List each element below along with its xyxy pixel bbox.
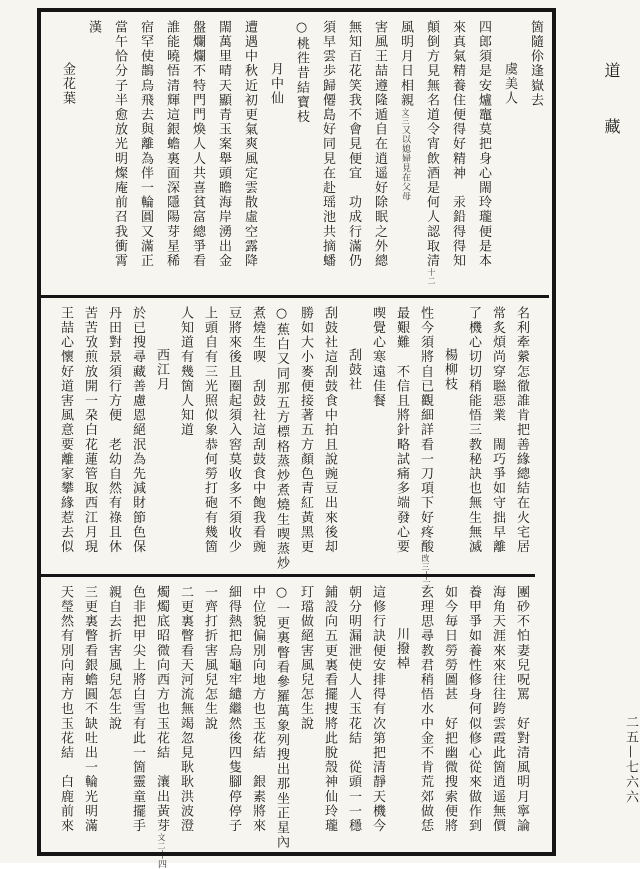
text-column: ○桃徃昔結寶枝 [294, 20, 309, 125]
text-column: 了機心切切稍能悟三教秘訣也無生無滅 [466, 306, 481, 555]
folio-note: 十四 [156, 850, 166, 869]
text-column: 色非把甲尖上將白雪有此一箇靈童擺手 [130, 585, 145, 834]
text-column: 中位貌偏別向地方也玉花結 銀素將來 [250, 585, 265, 834]
text-frame [37, 8, 556, 869]
text-column: 上頭自有三光照似象恭何勞打砲有幾箇 [202, 306, 217, 555]
text-column: 性今須將自已觀細詳看一刀項下好疼酸攺三十三 [418, 306, 433, 591]
text-column: 四郎須是安爐竈莫把身心閙玲瓏便是本 [476, 20, 491, 269]
folio-note: 十三 [420, 571, 430, 591]
text-column: 玎璫做絕害風兒怎生說 [298, 585, 313, 731]
collation-note: 攺三 [421, 554, 430, 572]
text-column: 宿罕使鵲烏飛去與離為伴一輪圓又滿正 [138, 20, 153, 269]
text-column: 來真氣精養住便得好精神 汞鉛得得知 [450, 20, 465, 269]
text-column: 苦苦攷煎放開一朶白花蓮管取西江月現 [82, 306, 97, 555]
text-column: 細得熱把烏龜牢繾繼然後四隻腳停停子 [226, 585, 241, 834]
text-column: 這修行訣便安排得有次第把清靜天機今 [370, 585, 385, 834]
text-column: 誰能曉悟清輝這銀蟾裏面深隱陽芽星稀 [164, 20, 179, 269]
tune-title-xi-jiang-yue: 西江月 [154, 348, 169, 392]
text-column: ○蕉白又同那五方標格蒸炒煮燒生喫蒸炒 [274, 306, 289, 571]
margin-label-zang: 藏 [602, 118, 621, 136]
text-column: 遭遇中秋近初更氣爽風定雲散虛空露降 [242, 20, 257, 269]
text-column: 無知百花笑我不會見便宜 功成行滿仍 [346, 20, 361, 269]
text-column: 豆將來後且圈起須入窖莫收多不須收少 [226, 306, 241, 555]
text-column: 風明月日相親文三又以媳婦見在父母 [398, 20, 413, 201]
tune-title-jin-hua-ye: 金花葉 [60, 62, 75, 106]
text-column: 丹田對景須行方便 老幼自然有祿且休 [106, 306, 121, 555]
text-column: 天瑩然有別向南方也玉花結 白鹿前來 [58, 585, 73, 834]
tune-title-yu-mei-ren: 虞美人 [502, 62, 517, 106]
text-column: 煮燒生喫 刮鼓社這刮鼓食中飽我看豌 [250, 306, 265, 555]
register-bottom [41, 577, 535, 869]
text-column: 海角天涯來來往往跨雲霞此箇逍遥無價 [490, 585, 505, 834]
text-column: 當午恰分子半愈放光明燦庵前召我衝霄 [112, 20, 127, 269]
text-column: 閙萬里晴天顯青玉案舉頭瞻海岸湧出金 [216, 20, 231, 269]
page-number: 二五—七六六 [623, 715, 638, 805]
text-column: 燭燭底昭微向西方也玉花結 瀼出黃芽文二十四 [154, 585, 169, 869]
text-column: 王喆心懷好道害風意要離家攀緣惹去似 [58, 306, 73, 555]
text-column: 三更裏瞥看銀蟾圓不缺吐出一輪光明滿 [82, 585, 97, 834]
text-column: 刮鼓社這刮鼓食中拍且說豌豆出來後却 [322, 306, 337, 555]
collation-note: 文二 [157, 833, 166, 851]
text-column: 二更裏瞥看天河流無竭忽見耿耿洪波澄 [178, 585, 193, 834]
text-column: 朝分明漏泄使人人玉花結 從頭一一穩 [346, 585, 361, 834]
text-column: 玄理思尋教君稍悟水中金不肯荒郊做恁 [418, 585, 433, 834]
text-column: 最艱難 不信且將針略試痛多端發心要 [394, 306, 409, 555]
text-column: 一齊打折害風兒怎生說 [202, 585, 217, 731]
text-column: 害風王喆遵隆遁自在逍遥好除眠之外總 [372, 20, 387, 269]
text-column: 顛倒方見無名道令宵飲酒是何人認取清十二 [424, 20, 439, 286]
text-column: 團砂不怕妻兒呪罵 好對清風明月寧論 [514, 585, 529, 834]
text-column: ○一更裏瞥看參羅萬象列搜出那坐正星內 [274, 585, 289, 850]
text-column: 養甲爭如養性修身何似修心從來做作到 [466, 585, 481, 834]
folio-note: 十二 [427, 268, 436, 286]
text-column: 名利牽縈怎徹誰肯把善緣總結在火宅居 [514, 306, 529, 555]
text-column: 盤爛爛不特門門煥人人共喜貧富總爭看 [190, 20, 205, 269]
text-column: 人知道有幾箇人知道 [178, 306, 193, 438]
collation-note: 文三 [401, 107, 410, 125]
interlinear-note: 又以媳婦見在父母 [400, 124, 410, 201]
text-column: 於已搜尋藏善慮恩絕泯為先減財節色保 [130, 306, 145, 555]
tune-title-gua-gu-she: 刮鼓社 [346, 348, 361, 392]
tune-title-yang-liu-zhi: 楊柳枝 [442, 348, 457, 392]
tune-title-yue-zhong-xian: 月中仙 [268, 62, 283, 106]
text-column: 漢 [86, 20, 101, 35]
tune-title-chuan-bo-zhao: 川撥棹 [394, 627, 409, 671]
text-column: 須早雲歩歸僊島好同見在赴瑶池共摘蟠 [320, 20, 335, 269]
text-column: 箇隨伱逢嶽去 [528, 20, 543, 108]
register-middle [41, 298, 535, 591]
text-column: 如今毎日勞勞圖甚 好把幽微搜索便將 [442, 585, 457, 834]
text-column: 常炙煩尚穿聮惡業 閙巧爭如守拙早離 [490, 306, 505, 555]
text-column: 喫覺心寒遠佳餐 [370, 306, 385, 409]
text-column: 勝如大小麥便接著五方顏色青紅黃黑更 [298, 306, 313, 555]
text-column: 親自去折害風兒怎生說 [106, 585, 121, 731]
text-column: 鋪設向五更裏看擺捜將此脫殼神仙玲瓏 [322, 585, 337, 834]
margin-label-dao: 道 [602, 62, 621, 80]
register-top [41, 12, 549, 298]
